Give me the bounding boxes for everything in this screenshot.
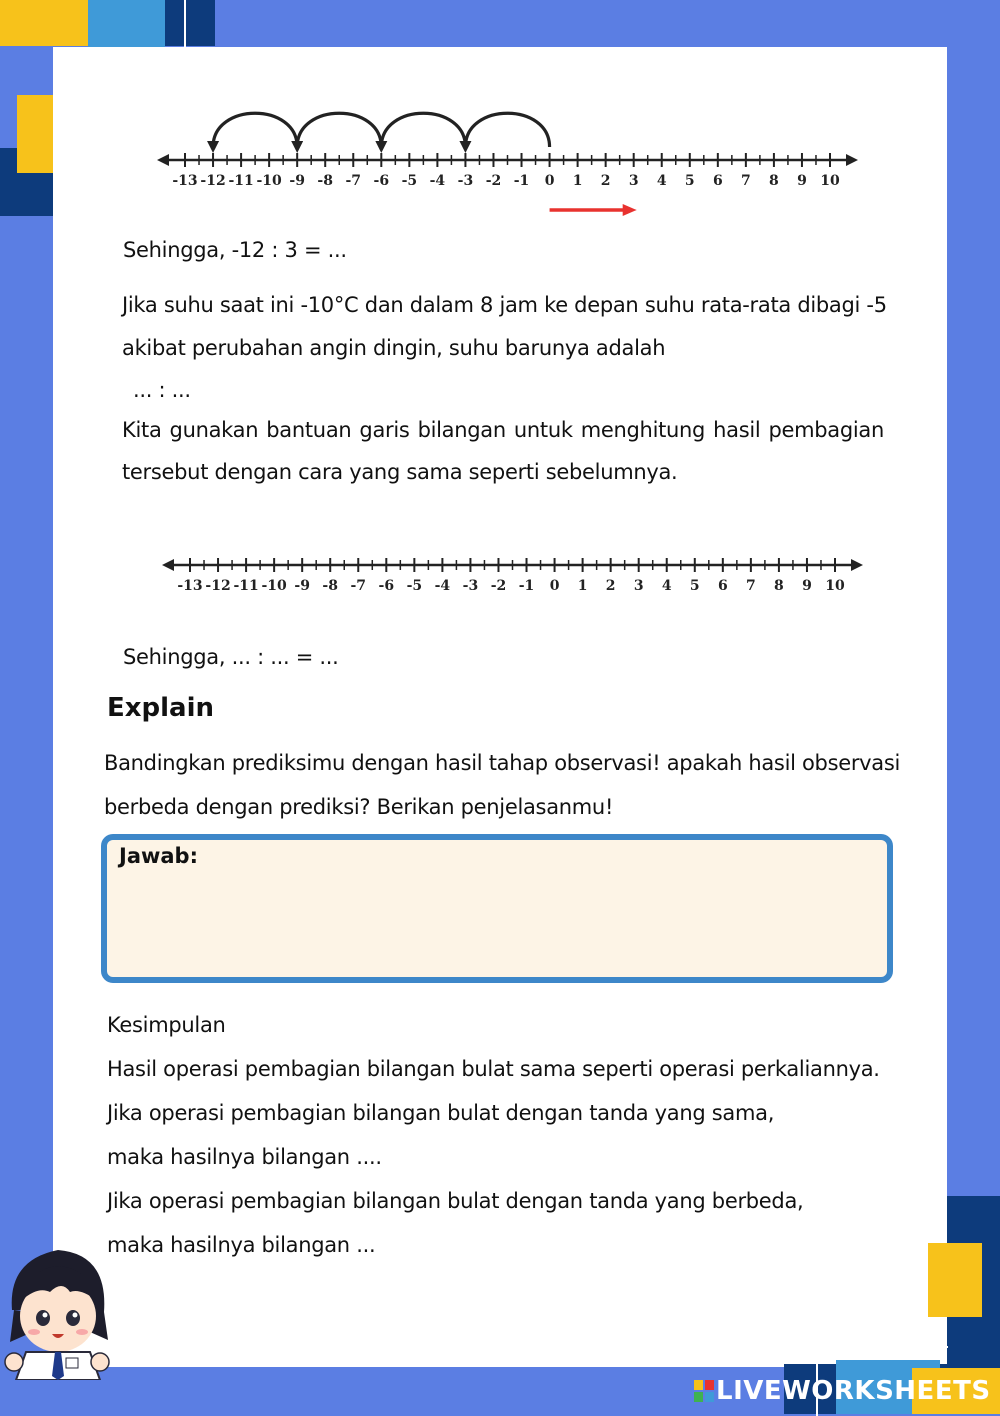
number-line-2 <box>155 550 865 600</box>
nl2-tick-label: -4 <box>434 578 451 594</box>
nl2-tick-label: -5 <box>406 578 423 594</box>
nl1-left-arrowhead <box>157 154 169 166</box>
nl1-tick-label: 8 <box>769 173 779 189</box>
hint-line-2: tersebut dengan cara yang sama seperti sebelumnya. <box>122 460 678 484</box>
nl2-tick-label: 7 <box>745 578 756 594</box>
nl1-tick-label: -9 <box>289 173 305 189</box>
nl2-tick-label: 4 <box>661 578 672 594</box>
nl2-tick-label: -7 <box>350 578 367 594</box>
nl1-tick-label: 7 <box>740 173 751 189</box>
problem-line-1: Jika suhu saat ini -10°C dan dalam 8 jam ke depan suhu rata-rata dibagi -5 <box>122 293 887 317</box>
nl1-tick-label: -8 <box>317 173 333 189</box>
explain-prompt-line-2: berbeda dengan prediksi? Berikan penjelasanmu! <box>104 795 614 819</box>
nl2-tick-label: -11 <box>233 578 259 594</box>
brand-name: LIVEWORKSHEETS <box>716 1376 991 1406</box>
jump-arrow <box>381 113 465 147</box>
nl2-tick-label: -10 <box>261 578 287 594</box>
answer-textbox[interactable] <box>101 834 893 983</box>
nl2-tick-label: -1 <box>518 578 535 594</box>
nl2-tick-label: -6 <box>378 578 395 594</box>
conclusion-line-3[interactable]: maka hasilnya bilangan .... <box>107 1145 382 1169</box>
jump-arrow <box>465 113 549 147</box>
nl2-tick-label: -13 <box>177 578 203 594</box>
nl2-right-arrowhead <box>851 559 863 571</box>
nl2-tick-label: 10 <box>825 578 845 594</box>
nl1-tick-label: -1 <box>513 173 530 189</box>
nl2-tick-label: 6 <box>717 578 728 594</box>
nl1-tick-label: -12 <box>200 173 226 189</box>
nl2-tick-label: -2 <box>490 578 507 594</box>
nl2-tick-label: 3 <box>633 578 644 594</box>
nl1-tick-label: 1 <box>572 173 583 189</box>
nl1-tick-label: 5 <box>684 173 695 189</box>
problem-line-2: akibat perubahan angin dingin, suhu barunya adalah <box>122 336 666 360</box>
result-line-1: Sehingga, -12 : 3 = ... <box>123 238 347 262</box>
blank-expression[interactable]: ... : ... <box>133 378 191 402</box>
answer-label: Jawab: <box>119 844 198 868</box>
nl1-tick-label: 2 <box>600 173 611 189</box>
conclusion-line-5[interactable]: maka hasilnya bilangan ... <box>107 1233 376 1257</box>
nl2-tick-label: 9 <box>802 578 812 594</box>
nl1-tick-label: 3 <box>628 173 639 189</box>
nl1-tick-label: 9 <box>797 173 807 189</box>
student-mascot-illustration <box>0 1240 120 1380</box>
nl2-tick-label: -12 <box>205 578 231 594</box>
nl1-tick-label: -11 <box>228 173 254 189</box>
jump-arrow <box>213 113 297 147</box>
nl2-tick-label: 0 <box>549 578 560 594</box>
jump-arrow <box>297 113 381 147</box>
nl2-tick-label: -3 <box>462 578 479 594</box>
hint-line-1: Kita gunakan bantuan garis bilangan untuk menghitung hasil pembagian <box>122 418 884 442</box>
conclusion-line-2: Jika operasi pembagian bilangan bulat dengan tanda yang sama, <box>107 1101 775 1125</box>
nl2-tick-label: 2 <box>605 578 616 594</box>
explain-prompt-line-1: Bandingkan prediksimu dengan hasil tahap observasi! apakah hasil observasi <box>104 751 901 775</box>
nl1-tick-label: -5 <box>401 173 418 189</box>
nl1-tick-label: 0 <box>544 173 555 189</box>
nl1-tick-label: 4 <box>656 173 667 189</box>
nl2-tick-label: -9 <box>294 578 310 594</box>
liveworksheets-brand[interactable] <box>694 1376 991 1406</box>
nl1-tick-label: -2 <box>485 173 502 189</box>
nl1-tick-label: -3 <box>457 173 474 189</box>
nl1-tick-label: 10 <box>820 173 840 189</box>
nl2-tick-label: 8 <box>774 578 784 594</box>
nl1-tick-label: -10 <box>256 173 282 189</box>
number-line-1 <box>150 100 860 230</box>
nl1-tick-label: -4 <box>429 173 446 189</box>
nl2-tick-label: 5 <box>689 578 700 594</box>
nl1-tick-label: 6 <box>712 173 723 189</box>
nl2-tick-label: -8 <box>322 578 338 594</box>
conclusion-line-1: Hasil operasi pembagian bilangan bulat sama seperti operasi perkaliannya. <box>107 1057 880 1081</box>
nl1-tick-label: -6 <box>373 173 390 189</box>
corner-block-yellow-right <box>928 1243 982 1317</box>
explain-heading: Explain <box>107 693 215 723</box>
conclusion-line-4: Jika operasi pembagian bilangan bulat dengan tanda yang berbeda, <box>107 1189 804 1213</box>
nl1-right-arrowhead <box>846 154 858 166</box>
nl2-left-arrowhead <box>162 559 174 571</box>
result-line-2[interactable]: Sehingga, ... : ... = ... <box>123 645 339 669</box>
liveworksheets-logo-icon <box>694 1380 714 1402</box>
conclusion-heading: Kesimpulan <box>107 1013 226 1037</box>
nl2-tick-label: 1 <box>577 578 588 594</box>
nl1-tick-label: -13 <box>172 173 198 189</box>
nl1-tick-label: -7 <box>345 173 362 189</box>
